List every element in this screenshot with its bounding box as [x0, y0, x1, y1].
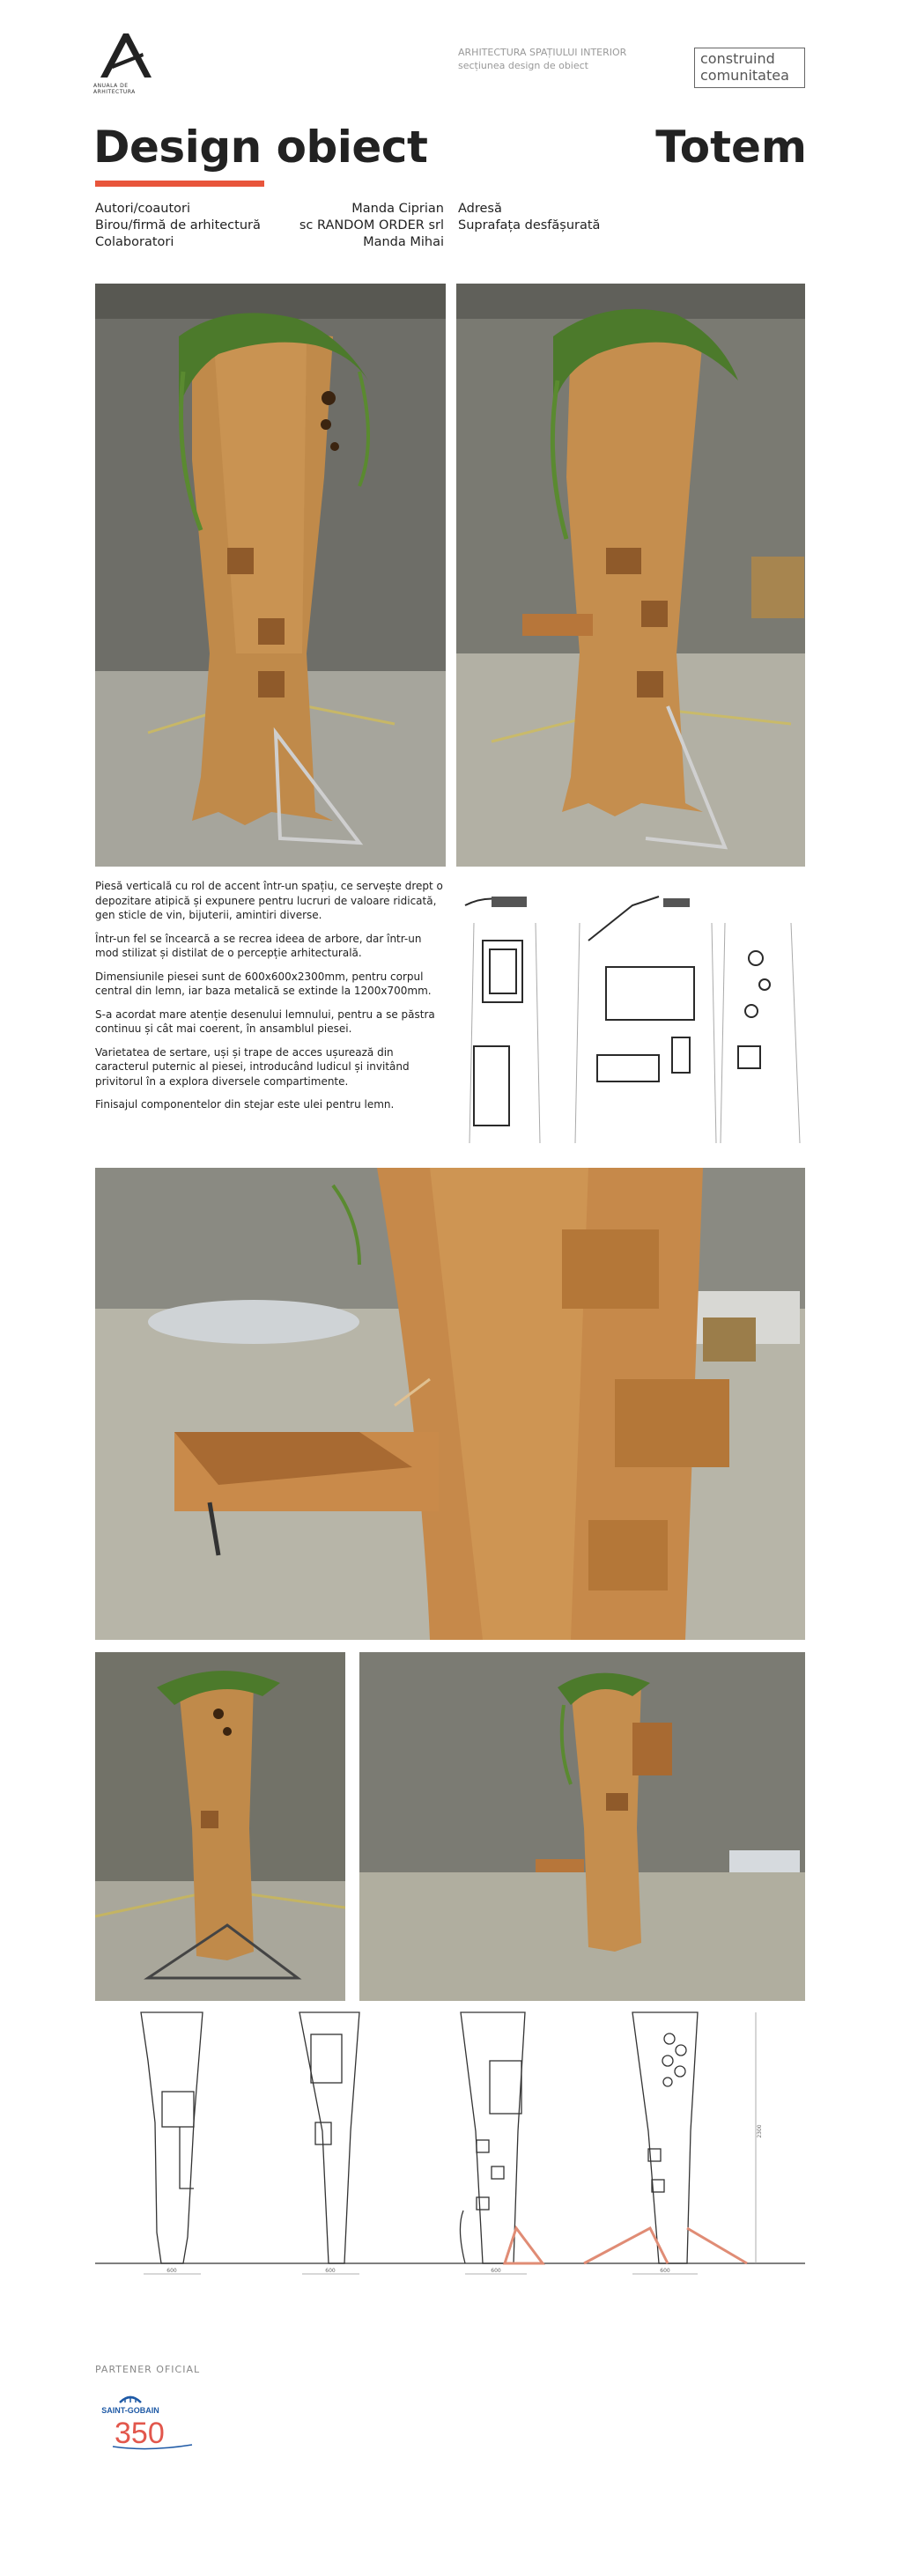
- meta-value: Manda Ciprian: [351, 202, 444, 216]
- description-paragraph: Într-un fel se încearcă a se recrea ideea de arbore, dar într-un mod stilizat și distilat de o percepție arhitecturală.: [95, 932, 422, 959]
- totem-photo-detail: [95, 1168, 805, 1640]
- category-label: [458, 46, 626, 72]
- meta-value: sc RANDOM ORDER srl: [299, 218, 444, 233]
- meta-label: Suprafața desfășurată: [458, 218, 601, 233]
- title-accent-bar: [95, 181, 264, 187]
- project-description: [95, 879, 446, 1121]
- meta-right-labels: [458, 201, 600, 234]
- description-paragraph: Piesă verticală cu rol de accent într-un spațiu, ce servește drept o depozitare atipică și expunere pentru lucruri de valoare ridicată, gen sticle de vin, bijuterii, amintiri diverse.: [95, 880, 443, 921]
- description-paragraph: S-a acordat mare atenție desenului lemnului, pentru a se păstra continuu și cât mai coerent, în ansamblul piesei.: [95, 1008, 435, 1035]
- totem-photo-wide: [359, 1652, 805, 2001]
- saint-gobain-logo: [95, 2390, 201, 2452]
- meta-label: Birou/firmă de arhitectură: [95, 218, 261, 233]
- project-title: Totem: [655, 122, 807, 173]
- description-paragraph: Dimensiunile piesei sunt de 600x600x2300mm, pentru corpul central din lemn, iar baza metalică se extinde la 1200x700mm.: [95, 970, 432, 997]
- concept-sketch: [456, 888, 805, 1143]
- dimension-label: 600: [166, 2268, 177, 2274]
- school-logo: [93, 30, 164, 93]
- section-title: Design obiect: [93, 122, 428, 173]
- sponsor-name: SAINT-GOBAIN: [101, 2406, 159, 2415]
- description-paragraph: Varietatea de sertare, uși și trape de acces ușurează din caracterul puternic al piesei, introducând ludicul și invitând privitorul în a explora diversele compartimente.: [95, 1045, 410, 1088]
- totem-photo-front: [95, 284, 446, 867]
- category-line-2: secțiunea design de obiect: [458, 60, 588, 71]
- partner-label: PARTENER OFICIAL: [95, 2364, 201, 2375]
- school-logo-caption: ANUALA DE ARHITECTURA: [93, 83, 136, 95]
- meta-label: Colaboratori: [95, 235, 174, 249]
- meta-labels: [95, 201, 261, 251]
- dimension-label: 600: [325, 2268, 336, 2274]
- meta-values: [280, 201, 444, 251]
- construind-comunitatea-logo: [694, 48, 805, 88]
- meta-value: Manda Mihai: [363, 235, 444, 249]
- dimension-label: 600: [660, 2268, 670, 2274]
- sponsor-number: 350: [115, 2417, 165, 2450]
- height-dimension-label: 2300: [757, 2124, 763, 2138]
- school-logo-icon: [93, 30, 157, 81]
- meta-label: Adresă: [458, 202, 502, 216]
- technical-drawings: [95, 2008, 805, 2281]
- partner-logo-line-1: construind: [700, 50, 775, 67]
- description-paragraph: Finisajul componentelor din stejar este ulei pentru lemn.: [95, 1098, 395, 1111]
- partner-logo-line-2: comunitatea: [700, 67, 789, 84]
- totem-photo-side: [456, 284, 805, 867]
- category-line-1: ARHITECTURA SPAȚIULUI INTERIOR: [458, 47, 627, 58]
- totem-photo-back: [95, 1652, 345, 2001]
- dimension-label: 600: [491, 2268, 501, 2274]
- meta-label: Autori/coautori: [95, 202, 191, 216]
